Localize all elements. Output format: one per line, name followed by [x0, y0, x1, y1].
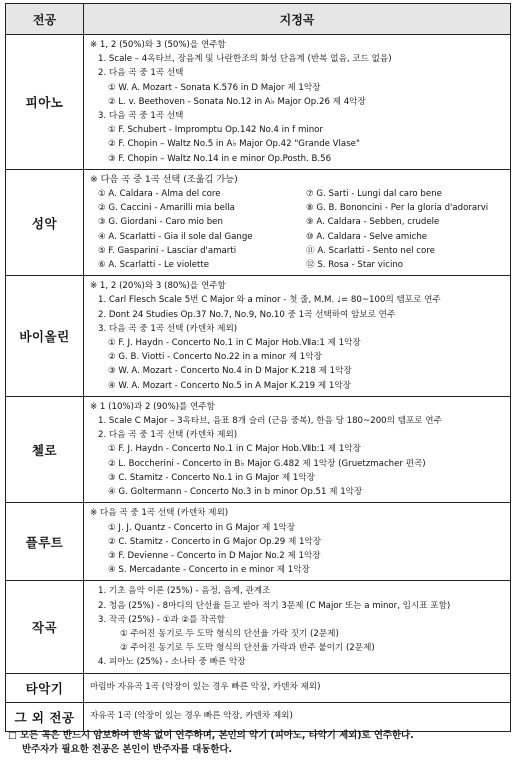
violin-line: ※ 1, 2 (20%)와 3 (80%)을 연주함 — [90, 281, 226, 292]
vocal-song: ⑤ F. Gasparini - Lasciar d'amarti — [98, 245, 237, 256]
piano-line: ① W. A. Mozart - Sonata K.576 in D Major 제 1악장 — [108, 82, 321, 93]
content-percussion — [84, 673, 511, 702]
cello-line: ※ 1 (10%)과 2 (90%)를 연주함 — [90, 401, 215, 412]
major-percussion: 타악기 — [6, 673, 84, 702]
row-composition — [6, 581, 511, 673]
major-flute: 플루트 — [6, 503, 84, 581]
composition-line: 3. 작곡 (25%) - ①과 ②를 작곡함 — [98, 614, 226, 625]
header-pieces: 지정곡 — [84, 4, 511, 35]
cello-line: 1. Scale C Major – 3옥타브, 음표 8개 슬러 (근음 중복), 한음 당 180~200의 템포로 연주 — [98, 416, 442, 427]
flute-line: ③ F. Devienne - Concerto in D Major No.2 제 1악장 — [108, 550, 321, 561]
content-other — [84, 702, 511, 731]
row-other-majors — [6, 702, 511, 731]
violin-line: 1. Carl Flesch Scale 5번 C Major 와 a minor - 첫 줄, M.M. ♩= 80~100의 템포로 연주 — [98, 295, 441, 306]
footer-note — [8, 729, 510, 757]
row-flute — [6, 503, 511, 581]
major-cello: 첼로 — [6, 396, 84, 502]
row-violin — [6, 276, 511, 397]
flute-line: ④ S. Mercadante - Concerto in e minor 제 1악장 — [108, 565, 310, 576]
composition-line: 1. 기초 음악 이론 (25%) - 음정, 음계, 관계조 — [98, 586, 271, 597]
violin-line: ① F. J. Haydn - Concerto No.1 in C Major Hob.Ⅶa:1 제 1악장 — [108, 338, 361, 349]
footer-line-1: □ 모든 곡은 반드시 암보하여 반복 없이 연주하며, 본인의 악기 (피아노, 타악기 제외)로 연주한다. — [8, 730, 414, 741]
row-cello — [6, 396, 511, 502]
major-composition: 작곡 — [6, 581, 84, 673]
violin-line: 3. 다음 곡 중 1곡 선택 (카덴차 제외) — [98, 323, 238, 334]
vocal-left-column — [90, 187, 298, 272]
flute-line: ① J. J. Quantz - Concerto in G Major 제 1악장 — [108, 522, 296, 533]
cello-line: ① F. J. Haydn - Concerto No.1 in C Major Hob.Ⅶb:1 제 1악장 — [108, 444, 361, 455]
vocal-song: ⑩ A. Caldara - Selve amiche — [306, 231, 428, 242]
content-piano — [84, 35, 511, 170]
vocal-song: ⑧ G. B. Bononcini - Per la gloria d'adorarvi — [306, 203, 489, 214]
composition-line: ② 주어진 동기로 두 도막 형식의 단선율 가락과 반주 붙이기 (2문제) — [120, 643, 375, 654]
footer-line-2: 반주자가 필요한 전공은 본인이 반주자를 대동한다. — [22, 744, 233, 755]
violin-line: ② G. B. Viotti - Concerto No.22 in a minor 제 1악장 — [108, 352, 322, 363]
piano-line: ※ 1, 2 (50%)와 3 (50%)을 연주함 — [90, 40, 226, 50]
header-row — [6, 4, 511, 35]
major-vocal: 성악 — [6, 169, 84, 275]
vocal-song: ⑥ A. Scarlatti - Le violette — [98, 260, 210, 271]
composition-line: 4. 피아노 (25%) - 소나타 중 빠른 악장 — [98, 657, 246, 668]
piano-line: ③ F. Chopin – Waltz No.14 in e minor Op.Posth. B.56 — [108, 153, 332, 164]
vocal-song: ② G. Caccini - Amarilli mia bella — [98, 203, 235, 214]
vocal-song: ⑫ S. Rosa - Star vicino — [306, 260, 404, 271]
vocal-intro: ※ 다음 곡 중 1곡 선택 (조옮김 가능) — [90, 173, 238, 185]
content-vocal — [84, 169, 511, 275]
violin-line: ③ W. A. Mozart - Concerto No.4 in D Major K.218 제 1악장 — [108, 366, 352, 377]
content-cello — [84, 396, 511, 502]
flute-line: ※ 다음 곡 중 1곡 선택 (카덴차 제외) — [90, 508, 229, 519]
violin-line: 2. Dont 24 Studies Op.37 No.7, No.9, No.10 중 1곡 선택하여 암보로 연주 — [98, 309, 396, 320]
header-major: 전공 — [6, 4, 84, 35]
row-percussion — [6, 673, 511, 702]
content-composition — [84, 581, 511, 673]
major-violin: 바이올린 — [6, 276, 84, 397]
content-violin — [84, 276, 511, 397]
vocal-song: ③ G. Giordani - Caro mio ben — [98, 217, 223, 228]
piano-line: 1. Scale – 4옥타브, 장음계 및 나란한조의 화성 단음계 (반복 없음, 코드 없음) — [98, 54, 392, 65]
major-other: 그 외 전공 — [6, 702, 84, 731]
piano-line: ② L. v. Beethoven - Sonata No.12 in A♭ Major Op.26 제 4악장 — [108, 96, 366, 107]
piano-line: 2. 다음 곡 중 1곡 선택 — [98, 68, 184, 79]
piano-line: ① F. Schubert - Impromptu Op.142 No.4 in f minor — [108, 125, 323, 136]
requirements-table — [5, 3, 511, 732]
row-vocal — [6, 169, 511, 275]
vocal-song: ⑪ A. Scarlatti - Sento nel core — [306, 245, 435, 256]
violin-line: ④ W. A. Mozart - Concerto No.5 in A Major K.219 제 1악장 — [108, 380, 351, 391]
vocal-song: ⑦ G. Sarti - Lungi dal caro bene — [306, 189, 442, 200]
vocal-song: ⑨ A. Caldara - Sebben, crudele — [306, 217, 440, 228]
piano-line: 3. 다음 곡 중 1곡 선택 — [98, 111, 184, 122]
other-line: 자유곡 1곡 (악장이 있는 경우 빠른 악장, 카덴차 제외) — [90, 711, 293, 722]
percussion-line: 마림바 자유곡 1곡 (악장이 있는 경우 빠른 악장, 카덴차 제외) — [90, 682, 321, 693]
cello-line: ③ C. Stamitz - Concerto No.1 in G Major 제 1악장 — [108, 472, 315, 483]
vocal-song: ④ A. Scarlatti - Gia il sole dal Gange — [98, 231, 253, 242]
flute-line: ② C. Stamitz - Concerto in G Major Op.29 제 1악장 — [108, 536, 322, 547]
content-flute — [84, 503, 511, 581]
cello-line: ④ G. Goltermann - Concerto No.3 in b minor Op.51 제 1악장 — [108, 487, 363, 498]
major-piano: 피아노 — [6, 35, 84, 170]
vocal-song: ① A. Caldara - Alma del core — [98, 189, 221, 200]
vocal-song-list — [90, 187, 506, 272]
piano-line: ② F. Chopin – Waltz No.5 in A♭ Major Op.42 "Grande Vlase" — [108, 139, 360, 150]
composition-line: ① 주어진 동기로 두 도막 형식의 단선율 가락 짓기 (2문제) — [120, 628, 339, 639]
row-piano — [6, 35, 511, 170]
cello-line: 2. 다음 곡 중 1곡 선택 (카덴차 제외) — [98, 430, 238, 441]
cello-line: ② L. Boccherini - Concerto in B♭ Major G.482 제 1악장 (Gruetzmacher 편곡) — [108, 458, 426, 469]
composition-line: 2. 청음 (25%) - 8마디의 단선율 듣고 받아 적기 3문제 (C Major 또는 a minor, 임시표 포함) — [98, 600, 451, 611]
vocal-right-column — [298, 187, 506, 272]
